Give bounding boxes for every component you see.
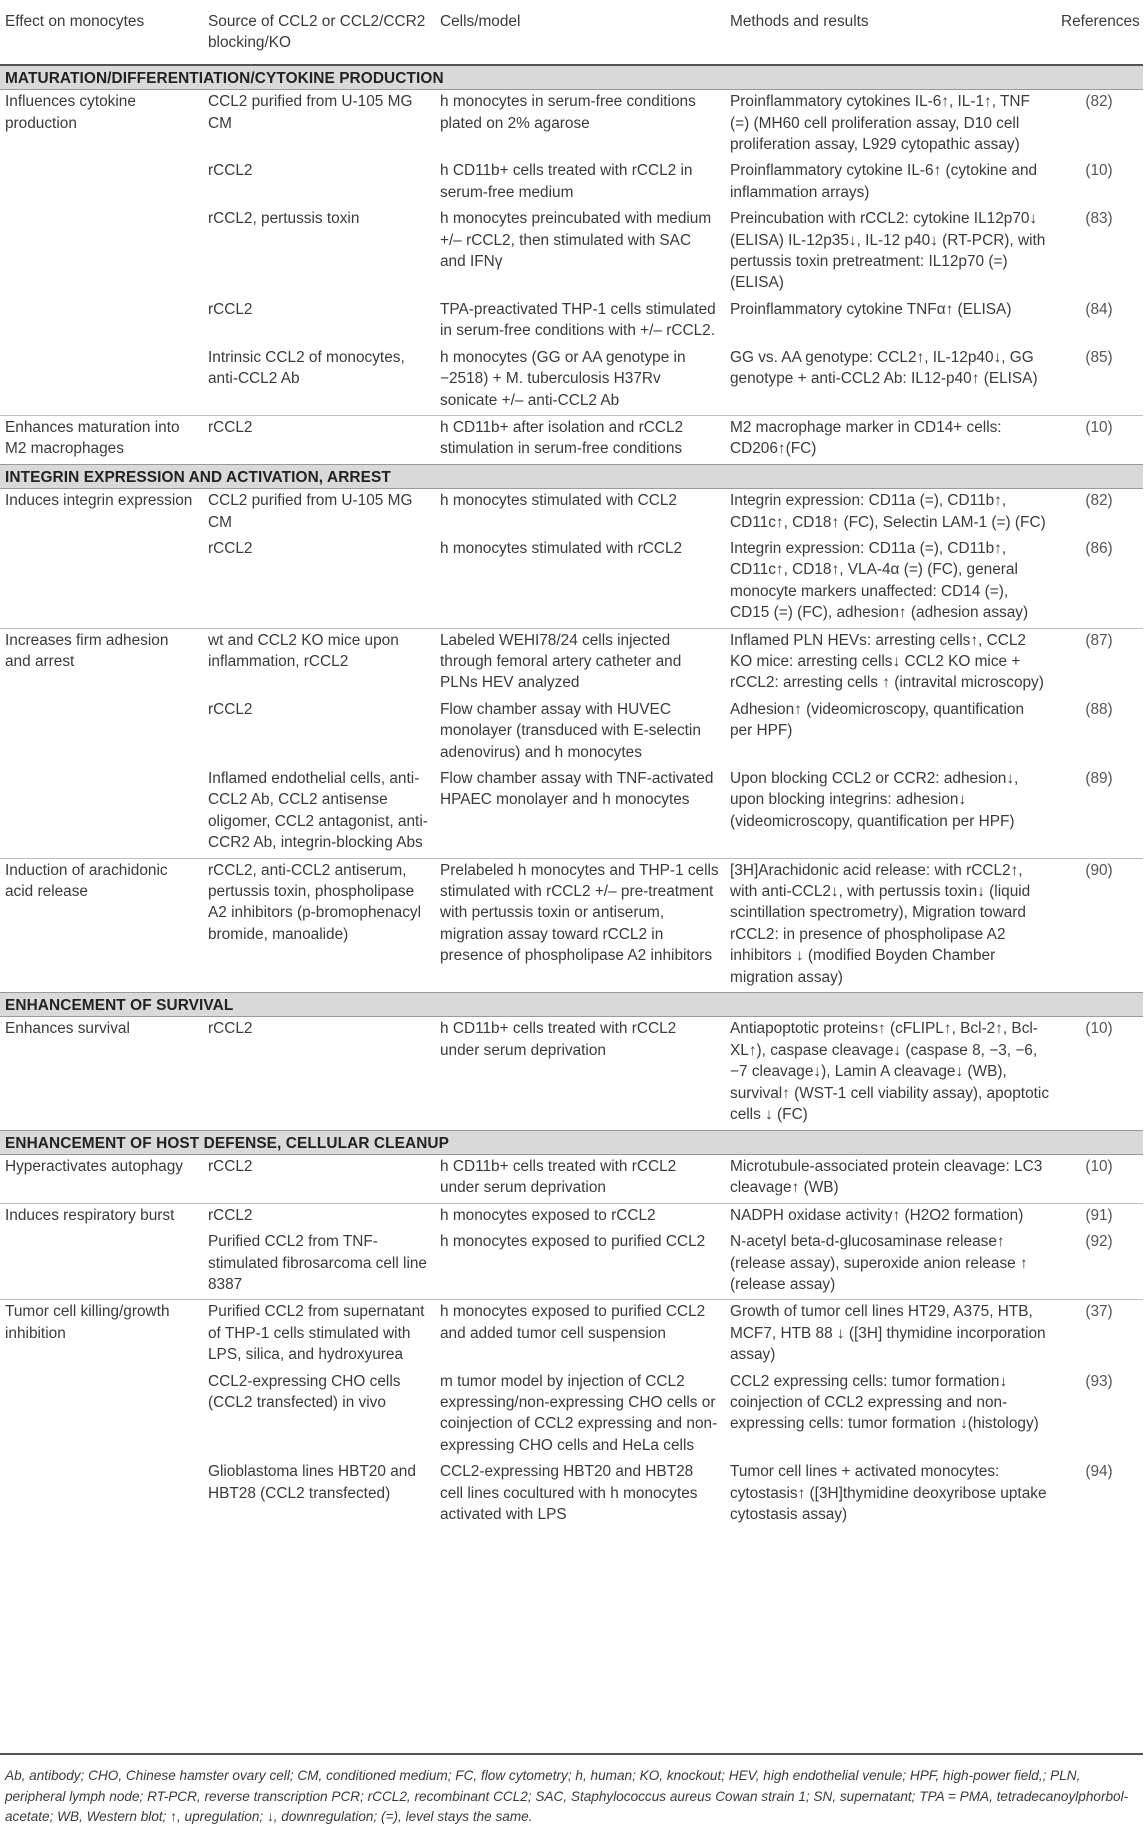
cell-source: Intrinsic CCL2 of monocytes, anti-CCL2 Ab: [208, 348, 405, 388]
cell-methods: NADPH oxidase activity↑ (H2O2 formation): [725, 1203, 1056, 1230]
cell-methods: M2 macrophage marker in CD14+ cells: CD206↑(FC): [725, 415, 1056, 464]
cell-effect: Increases firm adhesion and arrest: [0, 628, 203, 698]
cell-effect: Induction of arachidonic acid release: [0, 858, 203, 992]
table-body: [0, 65, 1143, 1530]
cell-reference: (85): [1085, 348, 1113, 366]
cell-methods: Tumor cell lines + activated monocytes: cytostasis↑ ([3H]thymidine deoxyribose uptake cytostasis assay): [730, 1463, 1047, 1523]
header-methods: Methods and results: [725, 0, 1056, 65]
table-row: [0, 858, 1143, 992]
table-row: [0, 1370, 1143, 1461]
cell-cells: Flow chamber assay with TNF-activated HPAEC monolayer and h monocytes: [440, 770, 714, 809]
section-title: ENHANCEMENT OF SURVIVAL: [0, 993, 1143, 1017]
table-row: [0, 698, 1143, 767]
section-header-row: [0, 65, 1143, 90]
cell-effect: [0, 698, 203, 767]
cell-source: wt and CCL2 KO mice upon inflammation, rCCL2: [203, 628, 435, 698]
cell-source: CCL2 purified from U-105 MG CM: [208, 492, 413, 531]
cell-cells: h CD11b+ cells treated with rCCL2 under serum deprivation: [440, 1020, 677, 1059]
cell-cells: h monocytes stimulated with rCCL2: [440, 539, 683, 557]
table-row: [0, 159, 1143, 207]
cell-methods: Microtubule-associated protein cleavage: LC3 cleavage↑ (WB): [730, 1157, 1043, 1197]
cell-cells: h monocytes (GG or AA genotype in −2518) + M. tuberculosis H37Rv sonicate +/– anti-CCL2 Ab: [440, 348, 686, 409]
cell-reference: (82): [1085, 492, 1113, 510]
cell-methods: Preincubation with rCCL2: cytokine IL12p70↓ (ELISA) IL-12p35↓, IL-12 p40↓ (RT-PCR), with pertussis toxin pretreatment: IL12p70 (=) (ELISA): [730, 210, 1046, 292]
table-row: [0, 207, 1143, 298]
cell-source: Inflamed endothelial cells, anti-CCL2 Ab, CCL2 antisense oligomer, CCL2 antagonist, anti-CCR2 Ab, integrin-blocking Abs: [208, 770, 428, 852]
cell-reference: (10): [1056, 415, 1143, 464]
header-references: References: [1056, 0, 1143, 65]
cell-source: rCCL2: [208, 700, 253, 718]
cell-reference: (87): [1056, 628, 1143, 698]
table-row: [0, 767, 1143, 858]
cell-cells: h monocytes stimulated with CCL2: [440, 492, 677, 510]
cell-cells: Prelabeled h monocytes and THP-1 cells stimulated with rCCL2 +/– pre-treatment with pertussis toxin or antiserum, migration assay toward rCCL2 in presence of phospholipase A2 inhibitors: [435, 858, 725, 992]
section-header-row: [0, 464, 1143, 488]
cell-reference: (86): [1085, 539, 1113, 557]
cell-source: rCCL2: [208, 1157, 253, 1175]
cell-cells: h CD11b+ after isolation and rCCL2 stimulation in serum-free conditions: [435, 415, 725, 464]
cell-effect: [0, 1230, 203, 1300]
table-row: [0, 628, 1143, 698]
cell-reference: (94): [1085, 1463, 1113, 1481]
cell-methods: CCL2 expressing cells: tumor formation↓ coinjection of CCL2 expressing and non-expressing cells: tumor formation ↓(histology): [730, 1372, 1039, 1433]
cell-reference: (83): [1085, 210, 1113, 228]
section-header-row: [0, 1130, 1143, 1154]
header-cells: Cells/model: [435, 0, 725, 65]
table-row: [0, 1460, 1143, 1529]
cell-methods: Integrin expression: CD11a (=), CD11b↑, CD11c↑, CD18↑ (FC), Selectin LAM-1 (=) (FC): [730, 492, 1046, 531]
cell-reference: (91): [1056, 1203, 1143, 1230]
cell-cells: Labeled WEHI78/24 cells injected through femoral artery catheter and PLNs HEV analyzed: [435, 628, 725, 698]
table-row: [0, 346, 1143, 416]
footer-rule: [0, 1753, 1143, 1755]
cell-cells: h CD11b+ cells treated with rCCL2 in serum-free medium: [440, 162, 693, 201]
cell-effect: [0, 298, 203, 346]
cell-methods: [3H]Arachidonic acid release: with rCCL2↑, with anti-CCL2↓, with pertussis toxin↓ (liquid scintillation spectrometry), Migration toward rCCL2: in presence of phospholipase A2 inhibitors ↓ (modified Boyden Chamber migration assay): [725, 858, 1056, 992]
table-row: [0, 1017, 1143, 1130]
cell-cells: h monocytes in serum-free conditions plated on 2% agarose: [440, 93, 696, 132]
table-row: [0, 298, 1143, 346]
cell-effect: Influences cytokine production: [5, 93, 136, 132]
cell-reference: (84): [1085, 300, 1113, 318]
cell-cells: h monocytes exposed to rCCL2: [435, 1203, 725, 1230]
cell-reference: (37): [1056, 1300, 1143, 1370]
cell-reference: (10): [1085, 162, 1113, 180]
cell-cells: CCL2-expressing HBT20 and HBT28 cell lines cocultured with h monocytes activated with LPS: [440, 1463, 698, 1523]
cell-effect: [0, 1460, 203, 1529]
table-row: [0, 537, 1143, 628]
cell-effect: Tumor cell killing/growth inhibition: [0, 1300, 203, 1370]
table-row: [0, 415, 1143, 464]
cell-cells: TPA-preactivated THP-1 cells stimulated in serum-free conditions with +/– rCCL2.: [440, 300, 716, 340]
section-title: ENHANCEMENT OF HOST DEFENSE, CELLULAR CLEANUP: [0, 1130, 1143, 1154]
cell-source: rCCL2: [208, 300, 253, 318]
cell-source: rCCL2: [208, 162, 253, 180]
cell-source: rCCL2, anti-CCL2 antiserum, pertussis toxin, phospholipase A2 inhibitors (p-bromophenacyl bromide, manoalide): [203, 858, 435, 992]
cell-effect: Induces integrin expression: [5, 492, 193, 510]
cell-effect: [0, 767, 203, 858]
cell-methods: Adhesion↑ (videomicroscopy, quantification per HPF): [730, 700, 1024, 740]
cell-source: rCCL2: [208, 1020, 253, 1038]
cell-methods: N-acetyl beta-d-glucosaminase release↑ (release assay), superoxide anion release ↑ (release assay): [730, 1233, 1028, 1293]
cell-methods: Antiapoptotic proteins↑ (cFLIPL↑, Bcl-2↑, Bcl-XL↑), caspase cleavage↓ (caspase 8, −3, −6, −7 cleavage↓), Lamin A cleavage↓ (WB), survival↑ (WST-1 cell viability assay), apoptotic cells ↓ (FC): [730, 1020, 1050, 1124]
header-row: [0, 0, 1143, 65]
cell-source: Purified CCL2 from supernatant of THP-1 cells stimulated with LPS, silica, and hydroxyurea: [203, 1300, 435, 1370]
cell-reference: (10): [1085, 1157, 1113, 1175]
cell-cells: h monocytes preincubated with medium +/– rCCL2, then stimulated with SAC and IFNγ: [440, 210, 712, 271]
cell-source: rCCL2: [208, 539, 253, 557]
footnote: Ab, antibody; CHO, Chinese hamster ovary cell; CM, conditioned medium; FC, flow cytometry; h, human; KO, knockout; HEV, high endothelial venule; HPF, high-power field,; PLN, peripheral lymph node; RT-PCR, reverse transcription PCR; rCCL2, recombinant CCL2; SAC, Staphylococcus aureus Cowan strain 1; SN, supernatant; TPA = PMA, tetradecanoylphorbol-acetate; WB, Western blot; ↑, upregulation; ↓, downregulation; (=), level stays the same.: [5, 1768, 1129, 1824]
table-row: [0, 1203, 1143, 1230]
header-effect: Effect on monocytes: [0, 0, 203, 65]
table-row: [0, 1300, 1143, 1370]
cell-reference: (88): [1085, 700, 1113, 718]
section-title: MATURATION/DIFFERENTIATION/CYTOKINE PRODUCTION: [0, 65, 1143, 90]
cell-reference: (89): [1085, 770, 1113, 787]
cell-methods: Proinflammatory cytokine IL-6↑ (cytokine and inflammation arrays): [730, 162, 1038, 201]
header-source: Source of CCL2 or CCL2/CCR2 blocking/KO: [203, 0, 435, 65]
cell-source: Glioblastoma lines HBT20 and HBT28 (CCL2 transfected): [208, 1463, 416, 1502]
cell-cells: Flow chamber assay with HUVEC monolayer (transduced with E-selectin adenovirus) and h monocytes: [440, 700, 701, 761]
cell-methods: Proinflammatory cytokine TNFα↑ (ELISA): [730, 300, 1012, 318]
cell-reference: (93): [1085, 1372, 1113, 1390]
section-header-row: [0, 993, 1143, 1017]
cell-source: rCCL2: [203, 415, 435, 464]
cell-source: rCCL2: [203, 1203, 435, 1230]
cell-cells: h monocytes exposed to purified CCL2: [440, 1233, 706, 1251]
cell-cells: h monocytes exposed to purified CCL2 and added tumor cell suspension: [435, 1300, 725, 1370]
cell-effect: Enhances maturation into M2 macrophages: [0, 415, 203, 464]
cell-methods: Upon blocking CCL2 or CCR2: adhesion↓, upon blocking integrins: adhesion↓ (videomicroscopy, quantification per HPF): [730, 770, 1019, 830]
cell-cells: h CD11b+ cells treated with rCCL2 under serum deprivation: [440, 1157, 677, 1197]
cell-reference: (92): [1085, 1233, 1113, 1251]
cell-effect: Enhances survival: [5, 1020, 130, 1038]
cell-reference: (10): [1085, 1020, 1113, 1038]
cell-cells: m tumor model by injection of CCL2 expressing/non-expressing CHO cells or coinjection of CCL2 expressing and non-expressing CHO cells and HeLa cells: [440, 1372, 718, 1454]
cell-effect: Hyperactivates autophagy: [5, 1157, 183, 1175]
cell-effect: [0, 1370, 203, 1461]
table-row: [0, 90, 1143, 160]
table-row: [0, 1230, 1143, 1300]
cell-source: rCCL2, pertussis toxin: [208, 210, 360, 228]
section-title: INTEGRIN EXPRESSION AND ACTIVATION, ARREST: [0, 464, 1143, 488]
cell-reference: (90): [1056, 858, 1143, 992]
cell-methods: GG vs. AA genotype: CCL2↑, IL-12p40↓, GG genotype + anti-CCL2 Ab: IL12-p40↑ (ELISA): [730, 348, 1038, 388]
cell-reference: (82): [1085, 93, 1113, 111]
cell-effect: [0, 159, 203, 207]
cell-source: Purified CCL2 from TNF-stimulated fibrosarcoma cell line 8387: [208, 1233, 427, 1293]
table-row: [0, 1154, 1143, 1203]
cell-effect: [0, 207, 203, 298]
cell-source: CCL2-expressing CHO cells (CCL2 transfected) in vivo: [208, 1372, 401, 1411]
table-row: [0, 489, 1143, 537]
table-header: [0, 0, 1143, 65]
cell-methods: Integrin expression: CD11a (=), CD11b↑, CD11c↑, CD18↑, VLA-4α (=) (FC), general monocyte markers unaffected: CD14 (=), CD15 (=) (FC), adhesion↑ (adhesion assay): [730, 539, 1029, 622]
cell-effect: Induces respiratory burst: [0, 1203, 203, 1230]
cell-methods: Inflamed PLN HEVs: arresting cells↑, CCL2 KO mice: arresting cells↓ CCL2 KO mice + rCCL2: arresting cells ↑ (intravital microscopy): [725, 628, 1056, 698]
cell-methods: Growth of tumor cell lines HT29, A375, HTB, MCF7, HTB 88 ↓ ([3H] thymidine incorporation assay): [725, 1300, 1056, 1370]
cell-methods: Proinflammatory cytokines IL-6↑, IL-1↑, TNF (=) (MH60 cell proliferation assay, D10 cell proliferation assay, L929 cytopathic assay): [730, 93, 1030, 154]
cell-effect: [0, 346, 203, 416]
cell-source: CCL2 purified from U-105 MG CM: [208, 93, 413, 132]
cell-effect: [0, 537, 203, 628]
